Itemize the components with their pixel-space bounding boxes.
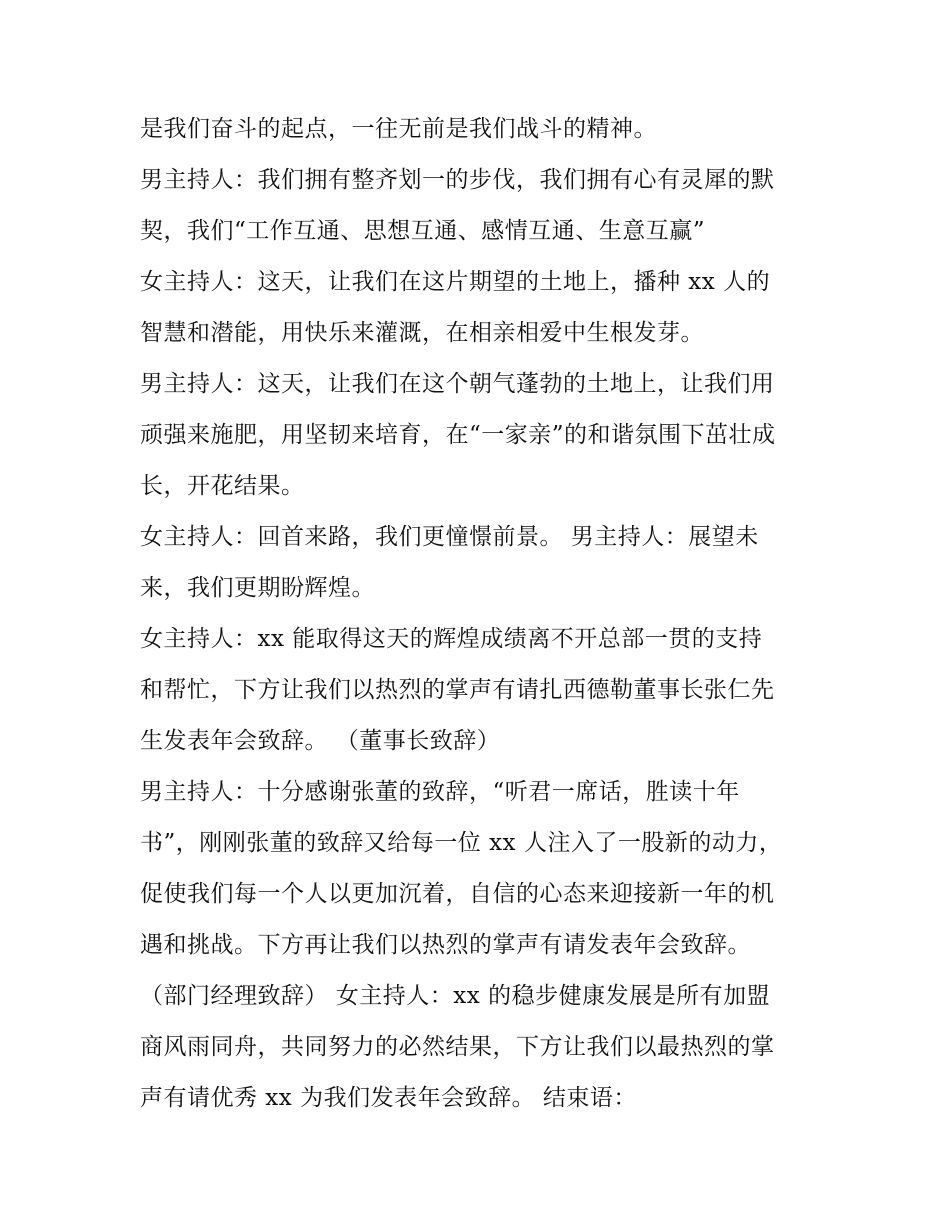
text-line: 促使我们每一个人以更加沉着，自信的心态来迎接新一年的机 — [140, 881, 775, 907]
text-line: 书”，刚刚张董的致辞又给每一位 xx 人注入了一股新的动力， — [140, 830, 783, 856]
text-line: 顽强来施肥，用坚韧来培育，在“一家亲”的和谐氛围下茁壮成 — [140, 422, 776, 448]
text-line: 生发表年会致辞。 （董事长致辞） — [140, 728, 501, 754]
text-line: 商风雨同舟，共同努力的必然结果，下方让我们以最热烈的掌 — [140, 1034, 775, 1060]
text-line: 女主持人：这天，让我们在这片期望的土地上，播种 xx 人的 — [140, 269, 771, 295]
text-line: （部门经理致辞） 女主持人：xx 的稳步健康发展是所有加盟 — [140, 983, 771, 1009]
text-line: 男主持人：十分感谢张董的致辞，“听君一席话，胜读十年 — [140, 779, 740, 805]
text-line: 契，我们“工作互通、思想互通、感情互通、生意互赢” — [140, 218, 706, 244]
text-line: 声有请优秀 xx 为我们发表年会致辞。 结束语： — [140, 1085, 637, 1111]
text-line: 女主持人：回首来路，我们更憧憬前景。 男主持人：展望未 — [140, 524, 759, 550]
text-line: 遇和挑战。下方再让我们以热烈的掌声有请发表年会致辞。 — [140, 932, 751, 958]
text-line: 是我们奋斗的起点，一往无前是我们战斗的精神。 — [140, 116, 657, 142]
text-line: 男主持人：我们拥有整齐划一的步伐，我们拥有心有灵犀的默 — [140, 167, 775, 193]
text-line: 女主持人：xx 能取得这天的辉煌成绩离不开总部一贯的支持 — [140, 626, 763, 652]
text-line: 和帮忙，下方让我们以热烈的掌声有请扎西德勒董事长张仁先 — [140, 677, 775, 703]
text-line: 男主持人：这天，让我们在这个朝气蓬勃的土地上，让我们用 — [140, 371, 775, 397]
text-line: 智慧和潜能，用快乐来灌溉，在相亲相爱中生根发芽。 — [140, 320, 704, 346]
text-line: 来，我们更期盼辉煌。 — [140, 575, 375, 601]
text-line: 长，开花结果。 — [140, 473, 305, 499]
document-body — [140, 104, 820, 1124]
